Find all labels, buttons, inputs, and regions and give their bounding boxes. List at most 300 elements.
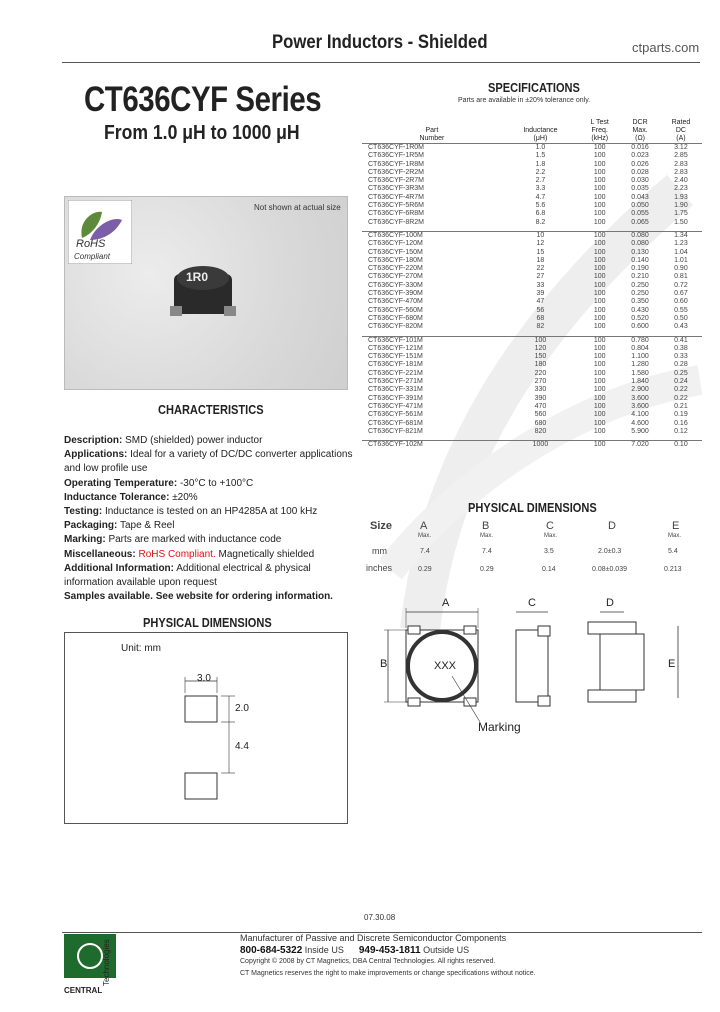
- spec-value-cell: 100: [593, 160, 606, 168]
- drawing-label-a: A: [442, 597, 450, 609]
- spec-value-cell: 0.780: [620, 336, 660, 345]
- spec-value-cell: 100: [593, 378, 606, 386]
- spec-value-cell: 220: [534, 369, 547, 377]
- part-number-cell: CT636CYF-821M: [368, 427, 423, 435]
- spec-header-cell: Inductance: [523, 127, 558, 134]
- spec-value-cell: 8.2: [535, 218, 546, 226]
- spec-value-cell: 0.016: [620, 144, 660, 153]
- spec-header-cell: Number: [419, 135, 445, 142]
- spec-value-cell: 0.19: [674, 411, 688, 419]
- spec-value-cell: 0.055: [631, 210, 649, 218]
- applications-value: Ideal for a variety of DC/DC converter applications and low profile use: [64, 449, 353, 475]
- part-number-cell: CT636CYF-102M: [362, 441, 502, 450]
- spec-value-cell: 56: [536, 306, 545, 314]
- spec-value-cell: 1.90: [674, 202, 688, 210]
- spec-value-cell: 100: [593, 402, 606, 410]
- spec-value-cell: 0.21: [674, 402, 688, 410]
- spec-value-cell: 100: [593, 361, 606, 369]
- footer-copyright: Copyright © 2008 by CT Magnetics, DBA Central Technologies. All rights reserved.: [240, 958, 496, 965]
- spec-value-cell: 100: [593, 323, 606, 331]
- spec-value-cell: 0.035: [631, 185, 649, 193]
- spec-value-cell: 0.38: [674, 344, 688, 352]
- dims-col-e: E: [672, 520, 680, 532]
- footer-phone2: 949-453-1811: [358, 944, 421, 956]
- spec-value-cell: 0.210: [631, 273, 649, 281]
- spec-value-cell: 100: [502, 336, 579, 345]
- spec-header-row: [362, 135, 702, 144]
- dims-size-label: Size: [370, 520, 393, 532]
- spec-value-cell: 470: [534, 402, 547, 410]
- spec-value-cell: 0.600: [631, 323, 649, 331]
- spec-value-cell: 0.12: [674, 427, 688, 435]
- spec-value-cell: 0.50: [674, 314, 688, 322]
- table-row: [362, 403, 702, 411]
- part-number-cell: CT636CYF-270M: [368, 273, 423, 281]
- dims-col-d: D: [608, 520, 616, 532]
- part-number-cell: CT636CYF-101M: [362, 336, 502, 345]
- spec-value-cell: 68: [536, 314, 545, 322]
- header-divider: [62, 62, 700, 63]
- spec-value-cell: 0.026: [631, 160, 649, 168]
- spec-value-cell: 18: [536, 256, 545, 264]
- spec-value-cell: 0.430: [631, 306, 649, 314]
- dims-in-e: 0.213: [664, 566, 682, 573]
- dims-in-a: 0.29: [418, 566, 432, 573]
- spec-value-cell: 6.8: [535, 210, 546, 218]
- part-number-cell: CT636CYF-680M: [368, 314, 423, 322]
- spec-value-cell: 0.24: [674, 378, 688, 386]
- description-value: SMD (shielded) power inductor: [125, 435, 263, 446]
- spec-value-cell: 1.50: [674, 218, 688, 226]
- spec-value-cell: 330: [534, 386, 547, 394]
- spec-value-cell: 2.23: [674, 185, 688, 193]
- part-number-cell: CT636CYF-220M: [368, 265, 423, 273]
- spec-header-cell: DCR: [632, 119, 648, 126]
- spec-value-cell: 820: [534, 427, 547, 435]
- spec-value-cell: 2.83: [674, 160, 688, 168]
- footer-text: [240, 933, 540, 979]
- spec-value-cell: 100: [593, 306, 606, 314]
- spec-value-cell: 3.600: [631, 402, 649, 410]
- table-row: [362, 265, 702, 273]
- marking-label: Marking:: [64, 534, 106, 546]
- spec-value-cell: 680: [534, 419, 547, 427]
- spec-value-cell: 100: [593, 281, 606, 289]
- misc-rohs-link[interactable]: RoHS Compliant.: [138, 548, 216, 560]
- part-number-cell: CT636CYF-561M: [368, 411, 423, 419]
- spec-value-cell: 100: [593, 298, 606, 306]
- part-number-cell: CT636CYF-2R7M: [368, 177, 425, 185]
- spec-value-cell: 12: [536, 240, 545, 248]
- packaging-value: Tape & Reel: [119, 520, 175, 532]
- spec-header-cell: (kHz): [591, 135, 609, 142]
- spec-value-cell: 4.7: [535, 193, 546, 201]
- spec-value-cell: 100: [593, 419, 606, 427]
- header-site[interactable]: ctparts.com: [632, 40, 700, 55]
- dims-mm-d: 2.0±0.3: [598, 548, 622, 555]
- table-row: [362, 323, 702, 331]
- spec-value-cell: 0.60: [674, 298, 688, 306]
- photo-caption: Not shown at actual size: [254, 203, 341, 212]
- part-number-cell: CT636CYF-221M: [368, 369, 423, 377]
- spec-value-cell: 0.080: [620, 231, 660, 240]
- spec-value-cell: 100: [579, 231, 620, 240]
- spec-value-cell: 100: [593, 353, 606, 361]
- part-number-cell: CT636CYF-2R2M: [368, 168, 425, 176]
- spec-value-cell: 100: [593, 369, 606, 377]
- part-number-cell: CT636CYF-390M: [368, 290, 423, 298]
- part-number-cell: CT636CYF-471M: [368, 402, 423, 410]
- spec-value-cell: 1.04: [674, 248, 688, 256]
- part-number-cell: CT636CYF-150M: [368, 248, 423, 256]
- pad-gap: 4.4: [235, 741, 249, 752]
- spec-value-cell: 0.050: [631, 202, 649, 210]
- spec-value-cell: 1.5: [535, 152, 546, 160]
- part-number-cell: CT636CYF-8R2M: [368, 218, 425, 226]
- packaging-label: Packaging:: [64, 520, 118, 532]
- spec-value-cell: 1.75: [674, 210, 688, 218]
- spec-value-cell: 100: [593, 210, 606, 218]
- misc-value: Magnetically shielded: [218, 548, 315, 560]
- spec-value-cell: 1.100: [631, 353, 649, 361]
- table-row: [362, 290, 702, 298]
- table-row: [362, 257, 702, 265]
- table-row: [362, 395, 702, 403]
- table-row: [362, 240, 702, 248]
- testing-label: Testing:: [64, 506, 103, 518]
- spec-value-cell: 100: [593, 218, 606, 226]
- table-row: [362, 219, 702, 227]
- spec-header-cell: L Test: [590, 119, 609, 126]
- part-number-cell: CT636CYF-151M: [368, 353, 423, 361]
- samples-note: Samples available. See website for ordering information.: [64, 591, 333, 603]
- spec-value-cell: 1.01: [674, 256, 688, 264]
- spec-value-cell: 100: [593, 256, 606, 264]
- spec-header-row: [362, 127, 702, 135]
- spec-value-cell: 0.804: [631, 344, 649, 352]
- part-number-cell: CT636CYF-330M: [368, 281, 423, 289]
- dims-col-a: A: [420, 520, 428, 532]
- spec-value-cell: 150: [534, 353, 547, 361]
- spec-value-cell: 0.043: [631, 193, 649, 201]
- inductance-range: From 1.0 μH to 1000 μH: [104, 122, 300, 144]
- spec-header-cell: (Ω): [635, 135, 646, 142]
- misc-label: Miscellaneous:: [64, 548, 136, 560]
- marking-value: Parts are marked with inductance code: [108, 534, 282, 546]
- table-row: [362, 169, 702, 177]
- addl-value: Additional electrical & physical information available upon request: [64, 562, 311, 589]
- spec-value-cell: 47: [536, 298, 545, 306]
- drawing-label-c: C: [528, 597, 536, 609]
- part-number-cell: CT636CYF-470M: [368, 298, 423, 306]
- specifications-note: Parts are available in ±20% tolerance only.: [458, 97, 591, 104]
- spec-value-cell: 100: [593, 344, 606, 352]
- drawing-label-d: D: [606, 597, 614, 609]
- table-row: [362, 273, 702, 281]
- spec-value-cell: 2.40: [674, 177, 688, 185]
- spec-value-cell: 0.33: [674, 353, 688, 361]
- spec-value-cell: 0.065: [631, 218, 649, 226]
- addl-label: Additional Information:: [64, 562, 174, 574]
- table-row: [362, 194, 702, 202]
- spec-value-cell: 1.23: [674, 240, 688, 248]
- pad-width: 3.0: [197, 673, 211, 684]
- table-row: [362, 185, 702, 193]
- spec-value-cell: 100: [593, 273, 606, 281]
- spec-header-cell: Part: [425, 127, 439, 134]
- spec-value-cell: 100: [593, 168, 606, 176]
- spec-value-cell: 15: [536, 248, 545, 256]
- footer-line1: Manufacturer of Passive and Discrete Semiconductor Components: [240, 933, 507, 943]
- series-title: CT636CYF Series: [84, 80, 322, 119]
- spec-value-cell: 0.16: [674, 419, 688, 427]
- central-logo-icon: [64, 934, 120, 986]
- spec-value-cell: 0.67: [674, 290, 688, 298]
- drawing-label-xxx: XXX: [434, 660, 457, 672]
- part-number-cell: CT636CYF-1R8M: [368, 160, 425, 168]
- part-number-cell: CT636CYF-1R5M: [368, 152, 425, 160]
- table-row: [362, 428, 702, 436]
- table-row: [362, 202, 702, 210]
- specifications-title: SPECIFICATIONS: [488, 80, 580, 95]
- table-row: [362, 152, 702, 160]
- spec-value-cell: 2.7: [535, 177, 546, 185]
- spec-value-cell: 22: [536, 265, 545, 273]
- dims-sub-b: Max.: [480, 533, 494, 539]
- spec-value-cell: 1.93: [674, 193, 688, 201]
- spec-value-cell: 10: [502, 231, 579, 240]
- spec-header-row: [362, 119, 702, 127]
- dims-mm-label: mm: [372, 546, 387, 556]
- part-number-cell: CT636CYF-100M: [362, 231, 502, 240]
- footer-phone1-label: Inside US: [304, 944, 344, 955]
- dims-mm-a: 7.4: [420, 548, 430, 555]
- table-row: [362, 161, 702, 169]
- rohs-badge: [68, 200, 132, 264]
- dims-in-b: 0.29: [480, 566, 494, 573]
- dims-in-c: 0.14: [542, 566, 556, 573]
- table-row: [362, 386, 702, 394]
- spec-value-cell: 100: [593, 240, 606, 248]
- spec-value-cell: 0.030: [631, 177, 649, 185]
- spec-value-cell: 100: [593, 152, 606, 160]
- spec-value-cell: 100: [579, 441, 620, 450]
- drawing-label-b: B: [380, 658, 388, 670]
- spec-value-cell: 100: [593, 394, 606, 402]
- spec-value-cell: 100: [593, 427, 606, 435]
- dims-in-label: inches: [366, 563, 393, 573]
- spec-value-cell: 5.6: [535, 202, 546, 210]
- spec-value-cell: 0.023: [631, 152, 649, 160]
- spec-value-cell: 0.22: [674, 394, 688, 402]
- pad-layout-drawing: [165, 671, 285, 811]
- spec-value-cell: 0.520: [631, 314, 649, 322]
- part-number-cell: CT636CYF-560M: [368, 306, 423, 314]
- table-row: [362, 378, 702, 386]
- specifications-table: [362, 119, 702, 449]
- part-number-cell: CT636CYF-121M: [368, 344, 423, 352]
- dims-col-c: C: [546, 520, 554, 532]
- spec-header-cell: [362, 119, 502, 127]
- spec-value-cell: 0.190: [631, 265, 649, 273]
- part-number-cell: CT636CYF-180M: [368, 256, 423, 264]
- dims-mm-c: 3.5: [544, 548, 554, 555]
- spec-value-cell: 0.350: [631, 298, 649, 306]
- logo-name: CENTRAL: [64, 986, 103, 995]
- dims-mm-e: 5.4: [668, 548, 678, 555]
- spec-value-cell: 2.85: [674, 152, 688, 160]
- header-title: Power Inductors - Shielded: [272, 32, 488, 53]
- spec-value-cell: 0.080: [631, 240, 649, 248]
- table-row: [362, 315, 702, 323]
- spec-value-cell: 1.34: [660, 231, 702, 240]
- table-row: [362, 298, 702, 306]
- spec-value-cell: 100: [593, 314, 606, 322]
- table-row: [362, 336, 702, 345]
- part-number-cell: CT636CYF-6R8M: [368, 210, 425, 218]
- spec-value-cell: 0.72: [674, 281, 688, 289]
- table-row: [362, 411, 702, 419]
- pad-unit: Unit: mm: [121, 643, 161, 654]
- spec-value-cell: 3.12: [660, 144, 702, 153]
- table-row: [362, 177, 702, 185]
- footer-rights: CT Magnetics reserves the right to make improvements or change specifications without notice.: [240, 969, 536, 977]
- spec-value-cell: 2.2: [535, 168, 546, 176]
- revision-date: 07.30.08: [364, 913, 396, 922]
- spec-value-cell: 0.028: [631, 168, 649, 176]
- part-number-cell: CT636CYF-4R7M: [368, 193, 425, 201]
- table-row: [362, 345, 702, 353]
- drawing-label-e: E: [668, 658, 676, 670]
- pad-layout-box: [64, 632, 348, 824]
- spec-header-cell: (A): [676, 135, 686, 142]
- spec-value-cell: 100: [593, 202, 606, 210]
- optemp-value: -30°C to +100°C: [179, 477, 254, 489]
- spec-value-cell: 0.55: [674, 306, 688, 314]
- description-label: Description:: [64, 435, 123, 446]
- spec-value-cell: 100: [593, 411, 606, 419]
- spec-value-cell: 0.25: [674, 369, 688, 377]
- spec-value-cell: 100: [579, 144, 620, 153]
- part-number-cell: CT636CYF-331M: [368, 386, 423, 394]
- pad-height: 2.0: [235, 703, 249, 714]
- part-number-cell: CT636CYF-271M: [368, 378, 423, 386]
- footer-phone1: 800-684-5322: [240, 944, 303, 956]
- tolerance-value: ±20%: [172, 491, 198, 503]
- table-row: [362, 370, 702, 378]
- spec-value-cell: 100: [593, 248, 606, 256]
- spec-value-cell: 33: [536, 281, 545, 289]
- spec-value-cell: 0.250: [631, 281, 649, 289]
- spec-value-cell: 0.43: [674, 323, 688, 331]
- spec-value-cell: 82: [536, 323, 545, 331]
- spec-value-cell: 120: [534, 344, 547, 352]
- spec-value-cell: 0.22: [674, 386, 688, 394]
- dims-col-b: B: [482, 520, 490, 532]
- spec-value-cell: 0.250: [631, 290, 649, 298]
- spec-value-cell: 5.900: [631, 427, 649, 435]
- spec-value-cell: 0.41: [660, 336, 702, 345]
- part-number-cell: CT636CYF-820M: [368, 323, 423, 331]
- spec-header-cell: Freq.: [591, 127, 608, 134]
- spec-value-cell: 1.0: [502, 144, 579, 153]
- part-number-cell: CT636CYF-120M: [368, 240, 423, 248]
- spec-value-cell: 100: [579, 336, 620, 345]
- table-row: [362, 353, 702, 361]
- characteristics-title: CHARACTERISTICS: [158, 402, 264, 417]
- logo-side-text: Technologies: [102, 939, 111, 986]
- spec-value-cell: 39: [536, 290, 545, 298]
- table-row: [362, 282, 702, 290]
- applications-label: Applications:: [64, 449, 128, 461]
- spec-value-cell: 390: [534, 394, 547, 402]
- tolerance-label: Inductance Tolerance:: [64, 491, 170, 503]
- part-marking-text: 1R0: [186, 270, 209, 284]
- table-row: [362, 441, 702, 450]
- table-row: [362, 210, 702, 218]
- drawing-label-marking: Marking: [478, 720, 521, 734]
- table-row: [362, 231, 702, 240]
- spec-value-cell: 100: [593, 185, 606, 193]
- testing-value: Inductance is tested on an HP4285A at 100 kHz: [104, 506, 318, 518]
- part-number-cell: CT636CYF-1R0M: [362, 144, 502, 153]
- part-number-cell: CT636CYF-181M: [368, 361, 423, 369]
- part-number-cell: CT636CYF-391M: [368, 394, 423, 402]
- spec-value-cell: 0.140: [631, 256, 649, 264]
- spec-value-cell: 270: [534, 378, 547, 386]
- spec-header-cell: (μH): [533, 135, 548, 142]
- spec-header-cell: Rated: [671, 119, 691, 126]
- spec-value-cell: 560: [534, 411, 547, 419]
- part-number-cell: CT636CYF-3R3M: [368, 185, 425, 193]
- spec-header-cell: Max.: [632, 127, 648, 134]
- spec-value-cell: 2.900: [631, 386, 649, 394]
- spec-value-cell: 1.280: [631, 361, 649, 369]
- dims-mm-b: 7.4: [482, 548, 492, 555]
- spec-value-cell: 100: [593, 265, 606, 273]
- spec-value-cell: 4.100: [631, 411, 649, 419]
- spec-value-cell: 100: [593, 177, 606, 185]
- table-row: [362, 144, 702, 153]
- footer-phone2-label: Outside US: [423, 944, 470, 955]
- spec-value-cell: 0.10: [660, 441, 702, 450]
- spec-value-cell: 180: [534, 361, 547, 369]
- optemp-label: Operating Temperature:: [64, 477, 178, 489]
- spec-value-cell: 27: [536, 273, 545, 281]
- spec-value-cell: 1000: [502, 441, 579, 450]
- table-row: [362, 307, 702, 315]
- dimension-drawing: [372, 590, 698, 740]
- spec-value-cell: 100: [593, 386, 606, 394]
- table-row: [362, 249, 702, 257]
- spec-value-cell: 1.840: [631, 378, 649, 386]
- spec-value-cell: 1.8: [535, 160, 546, 168]
- dims-sub-e: Max.: [668, 533, 682, 539]
- spec-value-cell: 0.90: [674, 265, 688, 273]
- rohs-label: RoHS: [76, 238, 106, 250]
- spec-value-cell: 3.3: [535, 185, 546, 193]
- dims-in-d: 0.08±0.039: [592, 566, 627, 573]
- part-number-cell: CT636CYF-681M: [368, 419, 423, 427]
- spec-value-cell: 7.020: [620, 441, 660, 450]
- spec-header-cell: DC: [675, 127, 686, 134]
- spec-value-cell: 1.580: [631, 369, 649, 377]
- rohs-sub: Compliant: [74, 252, 111, 261]
- spec-value-cell: 0.81: [674, 273, 688, 281]
- spec-value-cell: 100: [593, 193, 606, 201]
- phys-dims-title: PHYSICAL DIMENSIONS: [468, 500, 597, 515]
- spec-value-cell: 4.600: [631, 419, 649, 427]
